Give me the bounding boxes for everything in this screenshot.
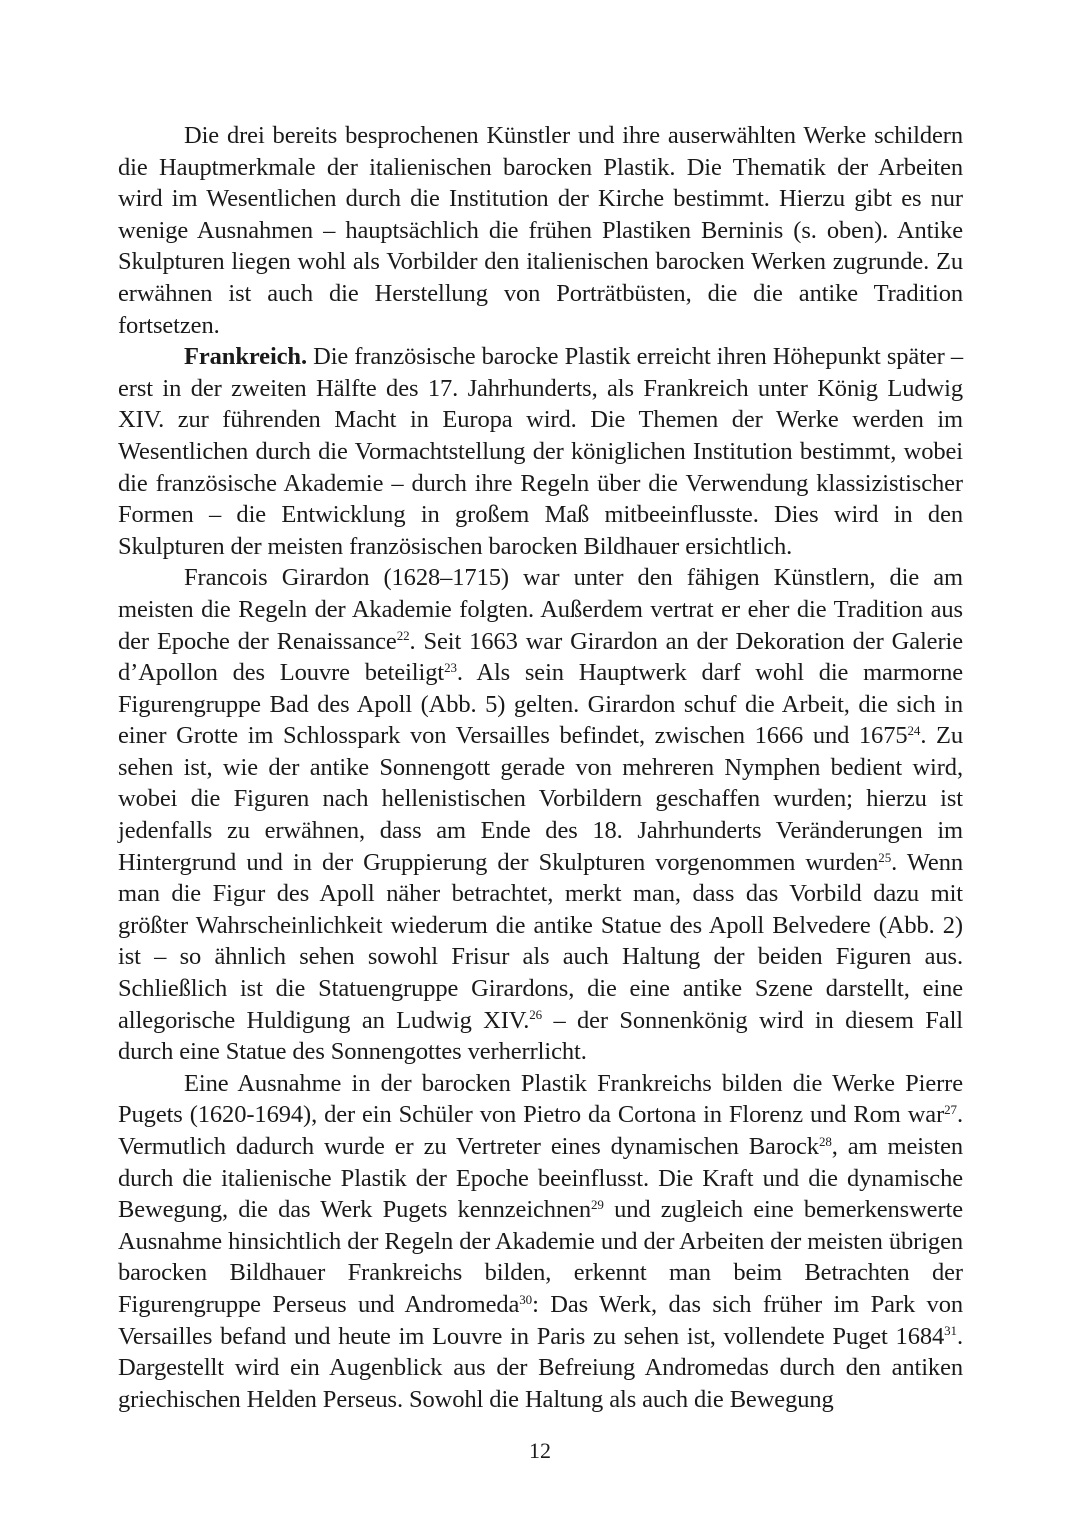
text-segment: : Das Werk, das sich früher im Park von Versailles befand und heute im Louvre in Paris zu sehen ist, vollendete Puget 1684 bbox=[118, 1290, 963, 1350]
text-segment: . Wenn man die Figur des Apoll näher betrachtet, merkt man, dass das Vorbild dazu mit größter Wahrscheinlichkeit wiederum die antike Statue des Apoll Belvedere (Abb. 2) ist – so ähnlich sehen sowohl Frisur als auch Haltung der beiden Figuren aus. Schließlich ist die Statuengruppe Girardons, die eine antike Szene darstellt, eine allegorische Huldigung an Ludwig XIV. bbox=[118, 848, 963, 1034]
footnote-ref: 25 bbox=[878, 849, 892, 865]
page-number: 12 bbox=[529, 1438, 551, 1463]
paragraph-frankreich bbox=[118, 341, 963, 562]
text-segment: . Zu sehen ist, wie der antike Sonnengott gerade von mehreren Nymphen bedient wird, wobei die Figuren nach hellenistischen Vorbildern geschaffen wurden; hierzu ist jedenfalls zu erwähnen, dass am Ende des 18. Jahrhunderts Veränderungen im Hintergrund und in der Gruppierung der Skulpturen vorgenommen wurden bbox=[118, 722, 964, 876]
text-segment: Die drei bereits besprochenen Künstler und ihre auserwählten Werke schildern die Hauptmerkmale der italienischen barocken Plastik. Die Thematik der Arbeiten wird im Wesentlichen durch die Institution der Kirche bestimmt. Hierzu gibt es nur wenige Ausnahmen – hauptsächlich die frühen Plastiken Berninis (s. oben). Antike Skulpturen liegen wohl als Vorbilder den italienischen barocken Werken zugrunde. Zu erwähnen ist auch die Herstellung von Porträtbüsten, die die antike Tradition fortsetzen. bbox=[118, 122, 963, 339]
footnote-ref: 29 bbox=[591, 1197, 604, 1213]
footnote-ref: 31 bbox=[944, 1323, 957, 1339]
page-body bbox=[118, 120, 963, 1415]
section-heading-frankreich: Frankreich. bbox=[184, 343, 307, 371]
footnote-ref: 24 bbox=[907, 723, 921, 739]
text-segment: . Seit 1663 war Girardon an der Dekoration der Galerie d’Apollon des Louvre beteiligt bbox=[118, 627, 963, 687]
text-segment: Die französische barocke Plastik erreicht ihren Höhepunkt später – erst in der zweiten Hälfte des 17. Jahrhunderts, als Frankreich unter König Ludwig XIV. zur führenden Macht in Europa wird. Die Themen der Werke werden im Wesentlichen durch die Vormachtstellung der königlichen Institution bestimmt, wobei die französische Akademie – durch ihre Regeln über die Verwendung klassizistischer Formen – die Entwicklung in großem Maß mitbeeinflusste. Dies wird in den Skulpturen der meisten französischen barocken Bildhauer ersichtlich. bbox=[118, 343, 963, 560]
paragraph-puget bbox=[118, 1068, 963, 1416]
paragraph-girardon bbox=[118, 562, 963, 1068]
footnote-ref: 30 bbox=[519, 1291, 533, 1307]
footnote-ref: 28 bbox=[818, 1133, 832, 1149]
paragraph-italian-summary bbox=[118, 120, 963, 341]
text-segment: – der Sonnenkönig wird in diesem Fall durch eine Statue des Sonnengottes verherrlicht. bbox=[118, 1006, 963, 1066]
text-segment: und zugleich eine bemerkenswerte Ausnahme hinsichtlich der Regeln der Akademie und der Arbeiten der meisten übrigen barocken Bildhauer Frankreichs bilden, erkennt man beim Betrachten der Figurengruppe Perseus und Andromeda bbox=[118, 1196, 963, 1318]
footnote-ref: 27 bbox=[944, 1102, 957, 1118]
footnote-ref: 22 bbox=[396, 628, 410, 644]
text-segment: Francois Girardon (1628–1715) war unter den fähigen Künstlern, die am meisten die Regeln der Akademie folgten. Außerdem vertrat er eher die Tradition aus der Epoche der Renaissance bbox=[118, 564, 963, 655]
text-segment: , am meisten durch die italienische Plastik der Epoche beeinflusst. Die Kraft und die dynamische Bewegung, die das Werk Pugets kennzeichnen bbox=[118, 1133, 963, 1224]
text-segment: . Dargestellt wird ein Augenblick aus der Befreiung Andromedas durch den antiken griechischen Helden Perseus. Sowohl die Haltung als auch die Bewegung bbox=[118, 1322, 963, 1413]
text-segment: Eine Ausnahme in der barocken Plastik Frankreichs bilden die Werke Pierre Pugets (1620-1694), der ein Schüler von Pietro da Cortona in Florenz und Rom war bbox=[118, 1069, 963, 1129]
text-segment: . Als sein Hauptwerk darf wohl die marmorne Figurengruppe Bad des Apoll (Abb. 5) gelten. Girardon schuf die Arbeit, die sich in einer Grotte im Schlosspark von Versailles befindet, zwischen 1666 und 1675 bbox=[118, 659, 963, 750]
text-segment: . Vermutlich dadurch wurde er zu Vertreter eines dynamischen Barock bbox=[118, 1101, 963, 1160]
footnote-ref: 23 bbox=[444, 659, 457, 675]
footnote-ref: 26 bbox=[529, 1007, 543, 1023]
